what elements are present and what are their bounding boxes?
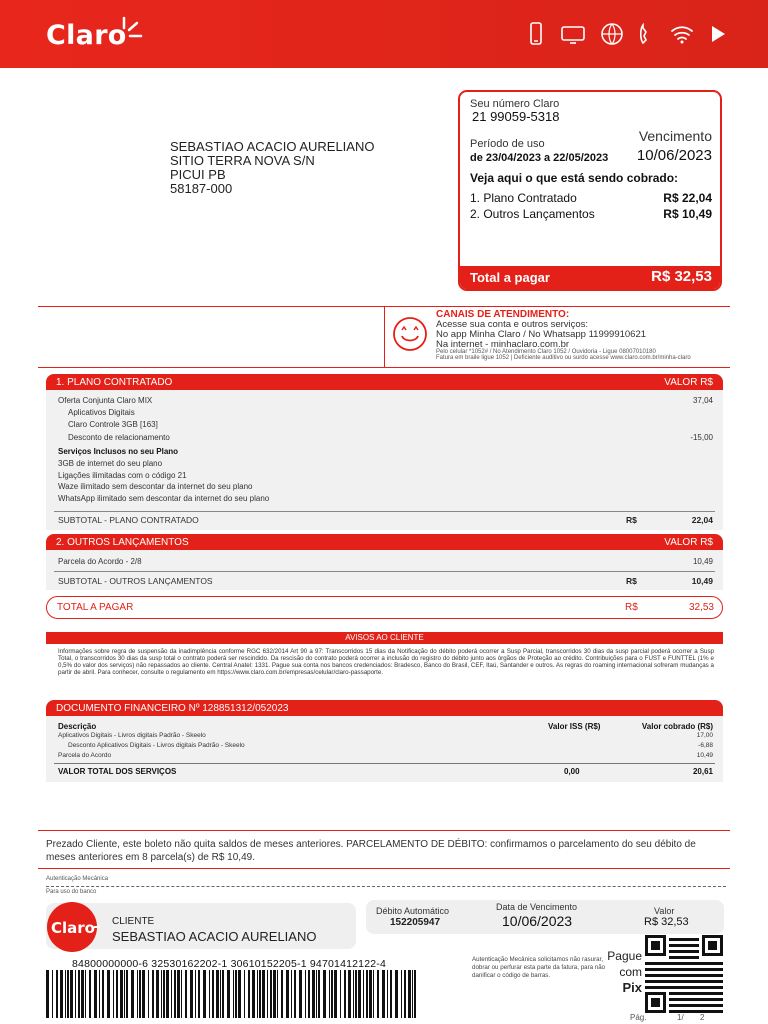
total-bar (460, 266, 720, 289)
support-fine-1: Pelo celular *1052# / No Atendimento Claro 1052 / Ouvidoria - Ligue 08007010180 (436, 349, 656, 355)
address-line-1: SITIO TERRA NOVA S/N (170, 153, 315, 168)
plan-header-value-label: VALOR R$ (664, 377, 713, 388)
support-line-3: Na internet - minhaclaro.com.br (436, 339, 570, 350)
financial-row-value: -6,88 (698, 742, 713, 749)
financial-total-value: 20,61 (692, 767, 713, 776)
auto-debit-label: Débito Automático (376, 906, 450, 916)
bank-use-label: Para uso do banco (46, 889, 97, 895)
notice-text: Informações sobre regra de suspensão da inadimplência conforme RGC 632/2014 Art 90 a 97: Transcorridos 15 dias da Notificação do débito poderá ocorrer a Susp Parcial, transcorridos 30 dias da susp parcial poderá ocorrer a Susp Total, o transcorridos 30 dias da susp total o contrato poderá ser rescindido. Da rescisão do contrato poderá ocorrer a inclusão do registro do débito junto aos órgãos de Proteção ao crédito. Contribuições para o FUST e FUNTTEL (1% e 0,5% do valor dos serviços) não repassados ao cliente. Central Anatel: 1331. Pague sua conta nos bancos credenciados: Bradesco, Banco do Brasil, CEF, Itaú, Santander e outros. As regras do roaming internacional sofreram mudanças a partir de abril. Para conhecer, consulte o regulamento em https://www.claro.com.br/empresas/celular/claro-passaporte. (58, 648, 714, 676)
address-line-2: PICUI PB (170, 167, 226, 182)
others-row-label: Parcela do Acordo - 2/8 (58, 557, 142, 566)
financial-row-label: Aplicativos Digitais - Livros digitais Padrão - Skeelo (58, 732, 206, 739)
others-row-value: 10,49 (692, 557, 713, 566)
total-pay-value: 32,53 (688, 602, 714, 613)
phone-number: 21 99059-5318 (472, 109, 560, 124)
financial-total-iss: 0,00 (564, 767, 580, 776)
service-item: WhatsApp ilimitado sem descontar da internet do seu plano (58, 494, 270, 503)
summary-item-plan-label: 1. Plano Contratado (470, 191, 577, 205)
play-icon (708, 22, 728, 46)
cut-line (46, 886, 726, 887)
support-title: CANAIS DE ATENDIMENTO: (436, 309, 570, 320)
financial-total-divider (54, 763, 715, 764)
auto-debit-code: 152205947 (390, 917, 441, 928)
mobile-icon (526, 22, 546, 46)
due-label: Vencimento (638, 128, 712, 144)
total-pay-currency: R$ (625, 602, 638, 613)
total-value: R$ 32,53 (651, 268, 712, 285)
plan-section-header (46, 374, 723, 390)
plan-row-label: Claro Controle 3GB [163] (68, 420, 158, 429)
summary-item-others-label: 2. Outros Lançamentos (470, 207, 595, 221)
claro-circle-logo-icon (46, 900, 102, 954)
bill-summary-box (458, 90, 722, 291)
others-subtotal-label: SUBTOTAL - OUTROS LANÇAMENTOS (58, 576, 213, 586)
others-subtotal-divider (54, 571, 715, 572)
services-icons (526, 22, 728, 46)
customer-message: Prezado Cliente, este boleto não quita saldos de meses anteriores. PARCELAMENTO DE DÉBITO: confirmamos o parcelamento do seu débito de meses anteriores em 8 parcela(s) de R$ 10,49. (46, 839, 696, 863)
others-header-label: 2. OUTROS LANÇAMENTOS (56, 537, 189, 548)
col-description: Descrição (58, 722, 97, 731)
customer-name: SEBASTIAO ACACIO AURELIANO (170, 139, 375, 154)
slip-value: R$ 32,53 (644, 916, 689, 928)
divider-bottom (38, 367, 730, 368)
usage-period: de 23/04/2023 a 22/05/2023 (470, 152, 609, 164)
plan-subtotal-value: 22,04 (691, 515, 713, 525)
total-pay-label: TOTAL A PAGAR (57, 602, 134, 613)
customer-address (170, 140, 374, 196)
pix-label-1: Pague (607, 949, 642, 963)
slip-due-date: 10/06/2023 (502, 913, 573, 929)
due-date: 10/06/2023 (636, 147, 712, 164)
message-divider-top (38, 830, 730, 831)
client-label: CLIENTE (112, 916, 155, 927)
number-label: Seu número Claro (470, 98, 560, 110)
header-bar (0, 0, 768, 68)
financial-row-label: Desconto Aplicativos Digitais - Livros digitais Padrão - Skeelo (68, 742, 245, 749)
plan-row-value: 37,04 (692, 396, 713, 405)
support-fine-print (436, 349, 691, 361)
plan-subtotal-divider (54, 511, 715, 512)
slip-value-label: Valor (654, 906, 675, 916)
plan-row-label: Desconto de relacionamento (68, 433, 170, 442)
financial-row-value: 17,00 (696, 732, 713, 739)
total-label: Total a pagar (470, 270, 550, 285)
financial-row-value: 10,49 (696, 752, 713, 759)
others-subtotal-currency: R$ (626, 576, 637, 586)
plan-header-label: 1. PLANO CONTRATADO (56, 377, 173, 388)
tv-icon (560, 22, 586, 46)
financial-section-header (46, 700, 723, 716)
client-name: SEBASTIAO ACACIO AURELIANO (112, 929, 317, 944)
financial-total-label: VALOR TOTAL DOS SERVIÇOS (58, 767, 177, 776)
notice-header: AVISOS AO CLIENTE (46, 632, 723, 644)
auth-note: Autenticação Mecânica solicitamos não rasurar, dobrar ou perfurar esta parte da fatura, para não danificar o código de barras. (472, 956, 606, 979)
support-info (436, 320, 646, 350)
page-number: 1/ (677, 1013, 684, 1022)
claro-logo: Claro (46, 20, 127, 51)
support-fine-2: Fatura em braile ligue 1052 | Deficiente auditivo ou surdo acesse www.claro.com.br/minha-claro (436, 355, 691, 361)
plan-row-label: Oferta Conjunta Claro MIX (58, 396, 153, 405)
smiley-icon (392, 316, 428, 352)
divider-vertical (384, 306, 385, 367)
plan-subtotal-currency: R$ (626, 515, 637, 525)
col-iss: Valor ISS (R$) (548, 722, 601, 731)
phone-icon (638, 22, 656, 46)
summary-item-plan-value: R$ 22,04 (663, 191, 712, 205)
barcode-icon (46, 970, 421, 1018)
charged-label: Veja aqui o que está sendo cobrado: (470, 171, 679, 185)
summary-item-others-value: R$ 10,49 (663, 207, 712, 221)
page-label: Pág. (630, 1013, 647, 1022)
message-divider-bottom (38, 868, 730, 869)
plan-subtotal-label: SUBTOTAL - PLANO CONTRATADO (58, 515, 199, 525)
service-item: 3GB de internet do seu plano (58, 459, 163, 468)
support-line-2: No app Minha Claro / No Whatsapp 11999910621 (436, 329, 647, 340)
period-label: Período de uso (470, 138, 545, 150)
support-line-1: Acesse sua conta e outros serviços: (436, 319, 589, 330)
financial-header-label: DOCUMENTO FINANCEIRO Nº 128851312/052023 (56, 703, 289, 714)
barcode-number: 84800000000-6 32530162202-1 30610152205-1 94701412122-4 (72, 958, 387, 970)
globe-icon (600, 22, 624, 46)
pix-label (606, 948, 642, 996)
pix-label-3: Pix (622, 980, 642, 995)
slip-due-label: Data de Vencimento (496, 902, 578, 912)
svg-text:Claro: Claro (51, 919, 95, 937)
pix-qr-code-icon[interactable] (645, 935, 725, 1013)
pix-label-2: com (619, 965, 642, 979)
wifi-icon (670, 22, 694, 46)
zip-code: 58187-000 (170, 181, 233, 196)
others-section-header (46, 534, 723, 550)
total-pay-box (46, 596, 723, 619)
others-subtotal-value: 10,49 (691, 576, 713, 586)
auth-label: Autenticação Mecânica (46, 876, 109, 882)
others-header-value-label: VALOR R$ (664, 537, 713, 548)
plan-row-label: Aplicativos Digitais (68, 408, 135, 417)
claro-logo-rays-icon (118, 16, 144, 46)
service-item: Waze ilimitado sem descontar da internet do seu plano (58, 482, 253, 491)
page-total: 2 (700, 1013, 705, 1022)
plan-row-value: -15,00 (690, 433, 713, 442)
services-title: Serviços Inclusos no seu Plano (58, 447, 179, 456)
col-value: Valor cobrado (R$) (641, 722, 713, 731)
service-item: Ligações ilimitadas com o código 21 (58, 471, 187, 480)
financial-row-label: Parcela do Acordo (58, 752, 112, 759)
